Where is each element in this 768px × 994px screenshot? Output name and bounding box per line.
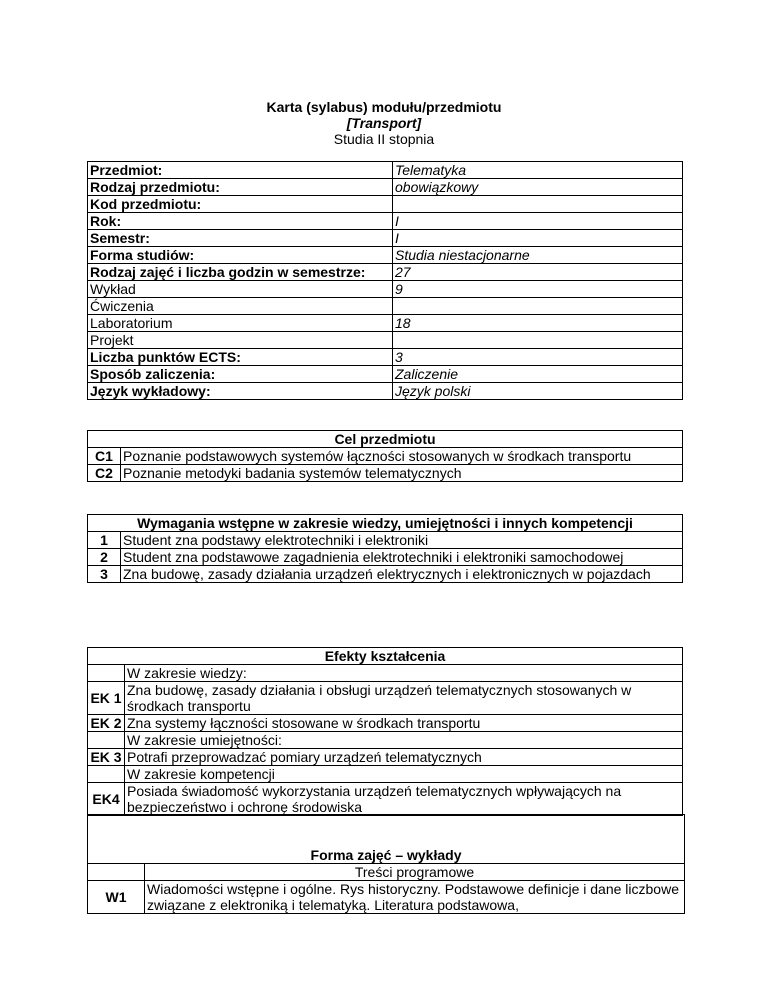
efekty-row [88, 766, 683, 783]
info-row [88, 349, 683, 366]
efekty-text: W zakresie kompetencji [125, 766, 683, 783]
document-header [0, 99, 768, 147]
info-row [88, 298, 683, 315]
wyklady-text: Wiadomości wstępne i ogólne. Rys historyczny. Podstawowe definicje i dane liczbowe związane z elektroniką i telematyką. Literatura podstawowa, [145, 881, 685, 914]
info-row [88, 264, 683, 281]
prerequisites-table [87, 514, 683, 583]
course-goals-title: Cel przedmiotu [88, 431, 683, 448]
info-label: Język wykładowy: [88, 383, 393, 400]
info-label: Sposób zaliczenia: [88, 366, 393, 383]
info-label: Semestr: [88, 230, 393, 247]
info-value: Język polski [393, 383, 683, 400]
info-row [88, 213, 683, 230]
info-row [88, 162, 683, 179]
efekty-text: Potrafi przeprowadzać pomiary urządzeń telematycznych [125, 749, 683, 766]
efekty-row [88, 682, 683, 715]
lectures-subtitle-code [88, 864, 145, 881]
efekty-row [88, 665, 683, 682]
efekty-text: Zna systemy łączności stosowane w środkach transportu [125, 715, 683, 732]
info-value: Studia niestacjonarne [393, 247, 683, 264]
info-value [393, 332, 683, 349]
wymagania-code: 1 [88, 532, 121, 549]
efekty-code: EK 2 [88, 715, 125, 732]
info-label: Projekt [88, 332, 393, 349]
learning-outcomes-title: Efekty kształcenia [88, 648, 683, 665]
prerequisites-title: Wymagania wstępne w zakresie wiedzy, umiejętności i innych kompetencji [88, 515, 683, 532]
wyklady-row [88, 881, 685, 914]
info-value [393, 196, 683, 213]
info-label: Kod przedmiotu: [88, 196, 393, 213]
info-label: Forma studiów: [88, 247, 393, 264]
info-row [88, 383, 683, 400]
info-value: obowiązkowy [393, 179, 683, 196]
efekty-row [88, 715, 683, 732]
info-value: Zaliczenie [393, 366, 683, 383]
wymagania-row [88, 549, 683, 566]
info-row [88, 196, 683, 213]
info-value: 3 [393, 349, 683, 366]
cel-row [88, 465, 683, 482]
lectures-title: Forma zajęć – wykłady [88, 847, 685, 864]
info-label: Rok: [88, 213, 393, 230]
info-row [88, 247, 683, 264]
efekty-row [88, 749, 683, 766]
cel-code: C2 [88, 465, 121, 482]
wymagania-text: Zna budowę, zasady działania urządzeń elektrycznych i elektronicznych w pojazdach [121, 566, 683, 583]
info-row [88, 230, 683, 247]
info-label: Rodzaj przedmiotu: [88, 179, 393, 196]
info-row [88, 332, 683, 349]
efekty-row [88, 783, 683, 816]
lectures-table [87, 814, 685, 914]
info-row [88, 281, 683, 298]
course-info-table [87, 161, 683, 400]
wymagania-text: Student zna podstawy elektrotechniki i elektroniki [121, 532, 683, 549]
efekty-text: W zakresie umiejętności: [125, 732, 683, 749]
info-value: 18 [393, 315, 683, 332]
wymagania-code: 2 [88, 549, 121, 566]
info-value: 27 [393, 264, 683, 281]
info-label: Wykład [88, 281, 393, 298]
info-row [88, 366, 683, 383]
study-level: Studia II stopnia [333, 131, 435, 147]
syllabus-title: Karta (sylabus) modułu/przedmiotu [266, 99, 502, 115]
lectures-spacer [88, 815, 685, 848]
learning-outcomes-table [87, 647, 683, 816]
cel-code: C1 [88, 448, 121, 465]
efekty-code: EK4 [88, 783, 125, 816]
efekty-code [88, 732, 125, 749]
info-row [88, 315, 683, 332]
info-value [393, 298, 683, 315]
efekty-code [88, 665, 125, 682]
info-label: Laboratorium [88, 315, 393, 332]
wymagania-code: 3 [88, 566, 121, 583]
course-goals-table [87, 430, 683, 482]
info-row [88, 179, 683, 196]
efekty-row [88, 732, 683, 749]
wyklady-code: W1 [88, 881, 145, 914]
cel-text: Poznanie metodyki badania systemów telematycznych [121, 465, 683, 482]
cel-text: Poznanie podstawowych systemów łączności stosowanych w środkach transportu [121, 448, 683, 465]
info-label: Rodzaj zajęć i liczba godzin w semestrze: [88, 264, 393, 281]
cel-row [88, 448, 683, 465]
efekty-code: EK 3 [88, 749, 125, 766]
wymagania-text: Student zna podstawowe zagadnienia elektrotechniki i elektroniki samochodowej [121, 549, 683, 566]
wymagania-row [88, 566, 683, 583]
wymagania-row [88, 532, 683, 549]
info-label: Ćwiczenia [88, 298, 393, 315]
info-value: I [393, 230, 683, 247]
field-of-study: [Transport] [346, 115, 422, 131]
info-label: Przedmiot: [88, 162, 393, 179]
efekty-text: Zna budowę, zasady działania i obsługi urządzeń telematycznych stosowanych w środkach transportu [125, 682, 683, 715]
info-value: 9 [393, 281, 683, 298]
efekty-text: Posiada świadomość wykorzystania urządzeń telematycznych wpływających na bezpieczeństwo i ochronę środowiska [125, 783, 683, 816]
efekty-code [88, 766, 125, 783]
info-value: I [393, 213, 683, 230]
efekty-text: W zakresie wiedzy: [125, 665, 683, 682]
info-value: Telematyka [393, 162, 683, 179]
lectures-subtitle: Treści programowe [145, 864, 685, 881]
info-label: Liczba punktów ECTS: [88, 349, 393, 366]
efekty-code: EK 1 [88, 682, 125, 715]
